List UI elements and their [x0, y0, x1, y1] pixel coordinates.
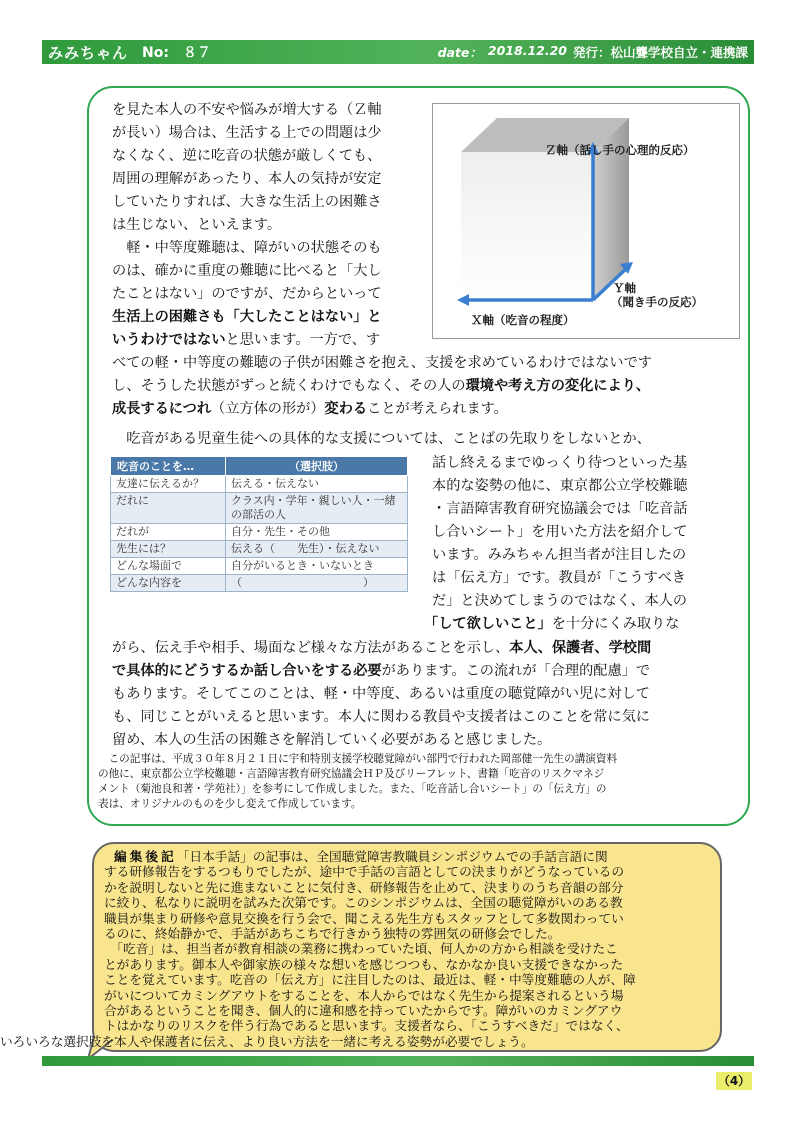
z-axis-label: Ｚ軸（話し手の心理的反応） [545, 143, 695, 157]
text-span: がら、伝え手や相手、場面など様々な方法があることを示し、 [112, 640, 510, 656]
table-row [111, 476, 408, 493]
body-line: が長い）場合は、生活する上での問題は少 [112, 125, 382, 141]
table-cell: 友達に伝えるか？ [111, 476, 226, 493]
body-line: います。みみちゃん担当者が注目したの [432, 547, 687, 563]
header-meta [438, 43, 748, 61]
date-label: date： [437, 45, 482, 60]
bold-phrase: 「して欲しいこと」 [424, 616, 552, 632]
table-row [111, 558, 408, 575]
bold-phrase: 変わる [324, 401, 368, 417]
body-line: 吃音がある児童生徒への具体的な支援については、ことばの先取りをしないとか、 [112, 431, 651, 447]
y-axis-label: Ｙ軸 [613, 281, 636, 295]
table-cell: 自分がいるとき・いないとき [226, 558, 408, 575]
y-axis-sublabel: （聞き手の反応） [611, 295, 703, 309]
text-span: があります。この流れが「合理的配慮」で [381, 663, 651, 679]
body-line: していたりすれば、大きな生活上の困難さ [112, 194, 382, 210]
body-line [112, 660, 650, 683]
table-row [111, 493, 408, 524]
body-line: は「伝え方」です。教員が「こうすべき [432, 570, 686, 586]
editor-note-line: 合があるということを聞き、個人的に違和感を持っていたからです。障がいのカミングアウ [104, 1003, 623, 1018]
footer-bar [42, 1056, 754, 1066]
body-line: べての軽・中等度の難聴の子供が困難さを抱え、支援を求めているわけではないです [112, 355, 652, 371]
page-number: （4） [717, 1074, 751, 1088]
body-line [112, 329, 380, 352]
table-cell: 自分・先生・その他 [226, 524, 408, 541]
editor-note-line: 職員が集まり研修や意見交換を行う会で、聞こえる先生方もスタッフとして多数関わってい [104, 910, 624, 926]
cube-front-face [461, 152, 593, 300]
text-span: と思います。一方で、す [225, 332, 381, 348]
body-line-bold [112, 306, 382, 329]
issue-date: 2018.12.20 [487, 43, 567, 58]
text-span: 「日本手話」の記事は、全国聴覚障害教職員シンポジウムでの手話言語に関 [176, 849, 608, 864]
cube-figure [432, 103, 740, 339]
text-span: し、そうした状態がずっと続くわけでもなく、その人の [112, 378, 466, 394]
editor-note-heading: 編集後記 [114, 849, 177, 864]
table-cell: 先生には？ [111, 541, 226, 558]
body-line: 周囲の理解があったり、本人の気持が安定 [112, 171, 382, 187]
header-bar [42, 40, 754, 64]
body-line [112, 375, 650, 398]
table-cell: だれが [111, 524, 226, 541]
editor-note-line: する研修報告をするつもりでしたが、途中で手話の言語としての決まりがどうなっているの [104, 864, 625, 880]
body-line: たことはない」のですが、だからといって [112, 286, 382, 302]
table-cell: どんな場面で [111, 558, 226, 575]
table-row [111, 541, 408, 558]
bold-phrase: いうわけではない [112, 332, 226, 348]
body-line: し合いシート」を用いた方法を紹介して [432, 524, 688, 540]
body-line: を見た本人の不安や悩みが増大する（Ｚ軸 [112, 102, 382, 118]
text-span: を十分にくみ取りな [551, 616, 680, 632]
body-line: 本的な姿勢の他に、東京都公立学校難聴 [432, 478, 688, 494]
table-header: 吃音のことを… [111, 457, 226, 476]
table-header-row [111, 457, 408, 476]
editor-note-line [114, 849, 608, 864]
table-row [111, 575, 408, 592]
source-note-line: 表は、オリジナルのものを少し変えて作成しています。 [98, 798, 362, 810]
editor-note-line: に絞り、私なりに説明を試みた次第です。このシンポジウムは、全国の聴覚障がいのある教 [104, 895, 623, 911]
body-line [112, 637, 651, 660]
editor-note-line: 「吃音」は、担当者が教育相談の業務に携わっていた頃、何人かの方から相談を受けたこ [104, 941, 618, 957]
body-line: だ」と決めてしまうのではなく、本人の [432, 593, 688, 609]
body-line: 軽・中等度難聴は、障がいの状態そのも [112, 240, 382, 256]
issue-number: No: ８７ [142, 45, 211, 61]
editor-note-line: かを説明しないと先に進まないことに気付き、研修報告を止めて、決まりのうち音韻の部分 [104, 879, 624, 895]
source-note-line: の他に、東京都公立学校難聴・言語障害教育研究協議会ＨＰ及びリーフレット、書籍「吃音のリスクマネジ [98, 768, 605, 780]
body-line: も、同じことがいえると思います。本人に関わる教員や支援者はこのことを常に気に [112, 709, 650, 725]
publisher: 発行：松山聾学校自立・連携課 [572, 45, 748, 60]
bold-phrase: 環境や考え方の変化により、 [465, 378, 651, 394]
newsletter-title: みみちゃん [48, 43, 129, 62]
table-cell: 伝える・伝えない [226, 476, 408, 493]
body-line: なくなく、逆に吃音の状態が厳しくても、 [112, 148, 382, 164]
table-row [111, 524, 408, 541]
bold-phrase: 成長するにつれ [112, 401, 212, 417]
bold-phrase: 生活上の困難さも「大したことはない」と [112, 309, 382, 325]
editor-note-line: るのに、終始静かで、手話があちこちで行きかう独特の雰囲気の研修会でした。 [104, 926, 561, 941]
source-note-line: メント（菊池良和著・学苑社）」を参考にして作成しました。また、「吃音話し合いシート」の「伝え方」の [98, 783, 607, 795]
text-span: （立方体の形が） [211, 401, 325, 417]
text-span: ことが考えられます。 [367, 401, 508, 417]
body-line: もあります。そしてこのことは、軽・中等度、あるいは重度の聴覚障がい児に対して [112, 686, 650, 702]
body-line: 留め、本人の生活の困難さを解消していく必要があると感じました。 [112, 732, 552, 748]
body-line: 話し終えるまでゆっくり待つといった基 [432, 455, 688, 471]
editor-note-line: とがあります。御本人や御家族の様々な想いを感じつつも、なかなか良い支援できなかった [104, 956, 624, 972]
body-line [112, 398, 508, 421]
editor-note-line: がいについてカミングアウトをすることを、本人からではなく先生から提案されるという場 [104, 987, 624, 1003]
body-line: は生じない、といえます。 [112, 217, 282, 233]
table-cell: クラス内・学年・親しい人・一緒の部活の人 [226, 493, 408, 524]
table-cell: だれに [111, 493, 226, 524]
editor-note-line: トはかなりのリスクを伴う行為であると思います。支援者なら、「こうすべきだ」ではなく、 [104, 1018, 629, 1034]
table-cell: どんな内容を [111, 575, 226, 592]
body-line: のは、確かに重度の難聴に比べると「大し [112, 263, 382, 279]
x-axis-label: Ｘ軸（吃音の程度） [471, 313, 575, 327]
editor-note-line: ことを覚えています。吃音の「伝え方」に注目したのは、最近は、軽・中等度難聴の人が、障 [104, 972, 636, 988]
options-table [110, 456, 408, 592]
body-line: ・言語障害教育研究協議会では「吃音話 [432, 501, 688, 517]
body-line [424, 613, 679, 636]
source-note-line: この記事は、平成３０年８月２１日に宇和特別支援学校聴覚障がい部門で行われた岡部健一先生の講演資料 [98, 753, 618, 765]
bold-phrase: で具体的にどうするか話し合いをする必要 [112, 663, 382, 679]
table-header: （選択肢） [226, 457, 408, 476]
editor-note-line: いろいろな選択肢を本人や保護者に伝え、より良い方法を一緒に考える姿勢が必要でしょう。 [0, 1033, 534, 1049]
table-cell: 伝える（ 先生）・伝えない [226, 541, 408, 558]
table-cell: （ ） [226, 575, 408, 592]
bold-phrase: 本人、保護者、学校間 [509, 640, 652, 656]
